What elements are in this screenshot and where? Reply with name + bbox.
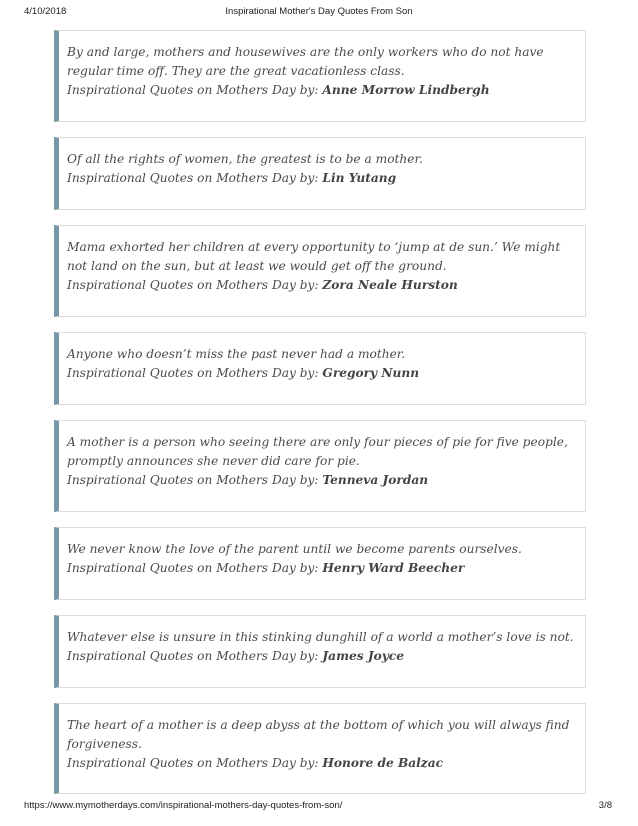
quote-block	[54, 703, 586, 794]
quote-text: We never know the love of the parent until we become parents ourselves.	[67, 542, 522, 556]
attribution-prefix: Inspirational Quotes on Mothers Day by:	[67, 278, 323, 292]
quote-attribution	[67, 364, 575, 383]
quote-attribution	[67, 471, 575, 490]
quote-text: Of all the rights of women, the greatest is to be a mother.	[67, 152, 423, 166]
attribution-prefix: Inspirational Quotes on Mothers Day by:	[67, 366, 323, 380]
quote-block	[54, 420, 586, 512]
quote-block	[54, 30, 586, 122]
quote-attribution	[67, 81, 575, 100]
print-header	[0, 6, 638, 20]
quote-author: Lin Yutang	[322, 171, 397, 185]
quote-attribution	[67, 754, 575, 773]
quote-author: Gregory Nunn	[322, 366, 420, 380]
quote-attribution	[67, 169, 575, 188]
quote-block	[54, 137, 586, 210]
print-date: 4/10/2018	[24, 6, 67, 17]
quote-block	[54, 615, 586, 688]
print-footer	[0, 800, 638, 814]
quote-block	[54, 225, 586, 317]
quote-list	[54, 30, 586, 794]
quote-attribution	[67, 559, 575, 578]
attribution-prefix: Inspirational Quotes on Mothers Day by:	[67, 171, 323, 185]
attribution-prefix: Inspirational Quotes on Mothers Day by:	[67, 473, 323, 487]
quote-text: Whatever else is unsure in this stinking dunghill of a world a mother’s love is not.	[67, 630, 574, 644]
quote-text: The heart of a mother is a deep abyss at the bottom of which you will always find forgiveness.	[67, 718, 570, 751]
print-url: https://www.mymotherdays.com/inspirational-mothers-day-quotes-from-son/	[24, 800, 343, 811]
quote-author: Anne Morrow Lindbergh	[322, 83, 490, 97]
quote-block	[54, 527, 586, 600]
attribution-prefix: Inspirational Quotes on Mothers Day by:	[67, 83, 323, 97]
attribution-prefix: Inspirational Quotes on Mothers Day by:	[67, 756, 323, 770]
quote-author: Honore de Balzac	[322, 756, 444, 770]
quote-author: Zora Neale Hurston	[322, 278, 458, 292]
attribution-prefix: Inspirational Quotes on Mothers Day by:	[67, 649, 323, 663]
quote-text: By and large, mothers and housewives are the only workers who do not have regular time off. They are the great vacationless class.	[67, 45, 544, 78]
page-number: 3/8	[598, 800, 612, 811]
quote-text: Anyone who doesn’t miss the past never had a mother.	[67, 347, 406, 361]
quote-block	[54, 332, 586, 405]
quote-attribution	[67, 276, 575, 295]
quote-author: James Joyce	[322, 649, 404, 663]
attribution-prefix: Inspirational Quotes on Mothers Day by:	[67, 561, 323, 575]
quote-author: Tenneva Jordan	[322, 473, 429, 487]
quote-text: A mother is a person who seeing there are only four pieces of pie for five people, promptly announces she never did care for pie.	[67, 435, 568, 468]
quote-attribution	[67, 647, 575, 666]
quote-text: Mama exhorted her children at every opportunity to ‘jump at de sun.’ We might not land on the sun, but at least we would get off the ground.	[67, 240, 561, 273]
quote-author: Henry Ward Beecher	[322, 561, 465, 575]
print-title: Inspirational Mother's Day Quotes From Son	[225, 6, 413, 17]
